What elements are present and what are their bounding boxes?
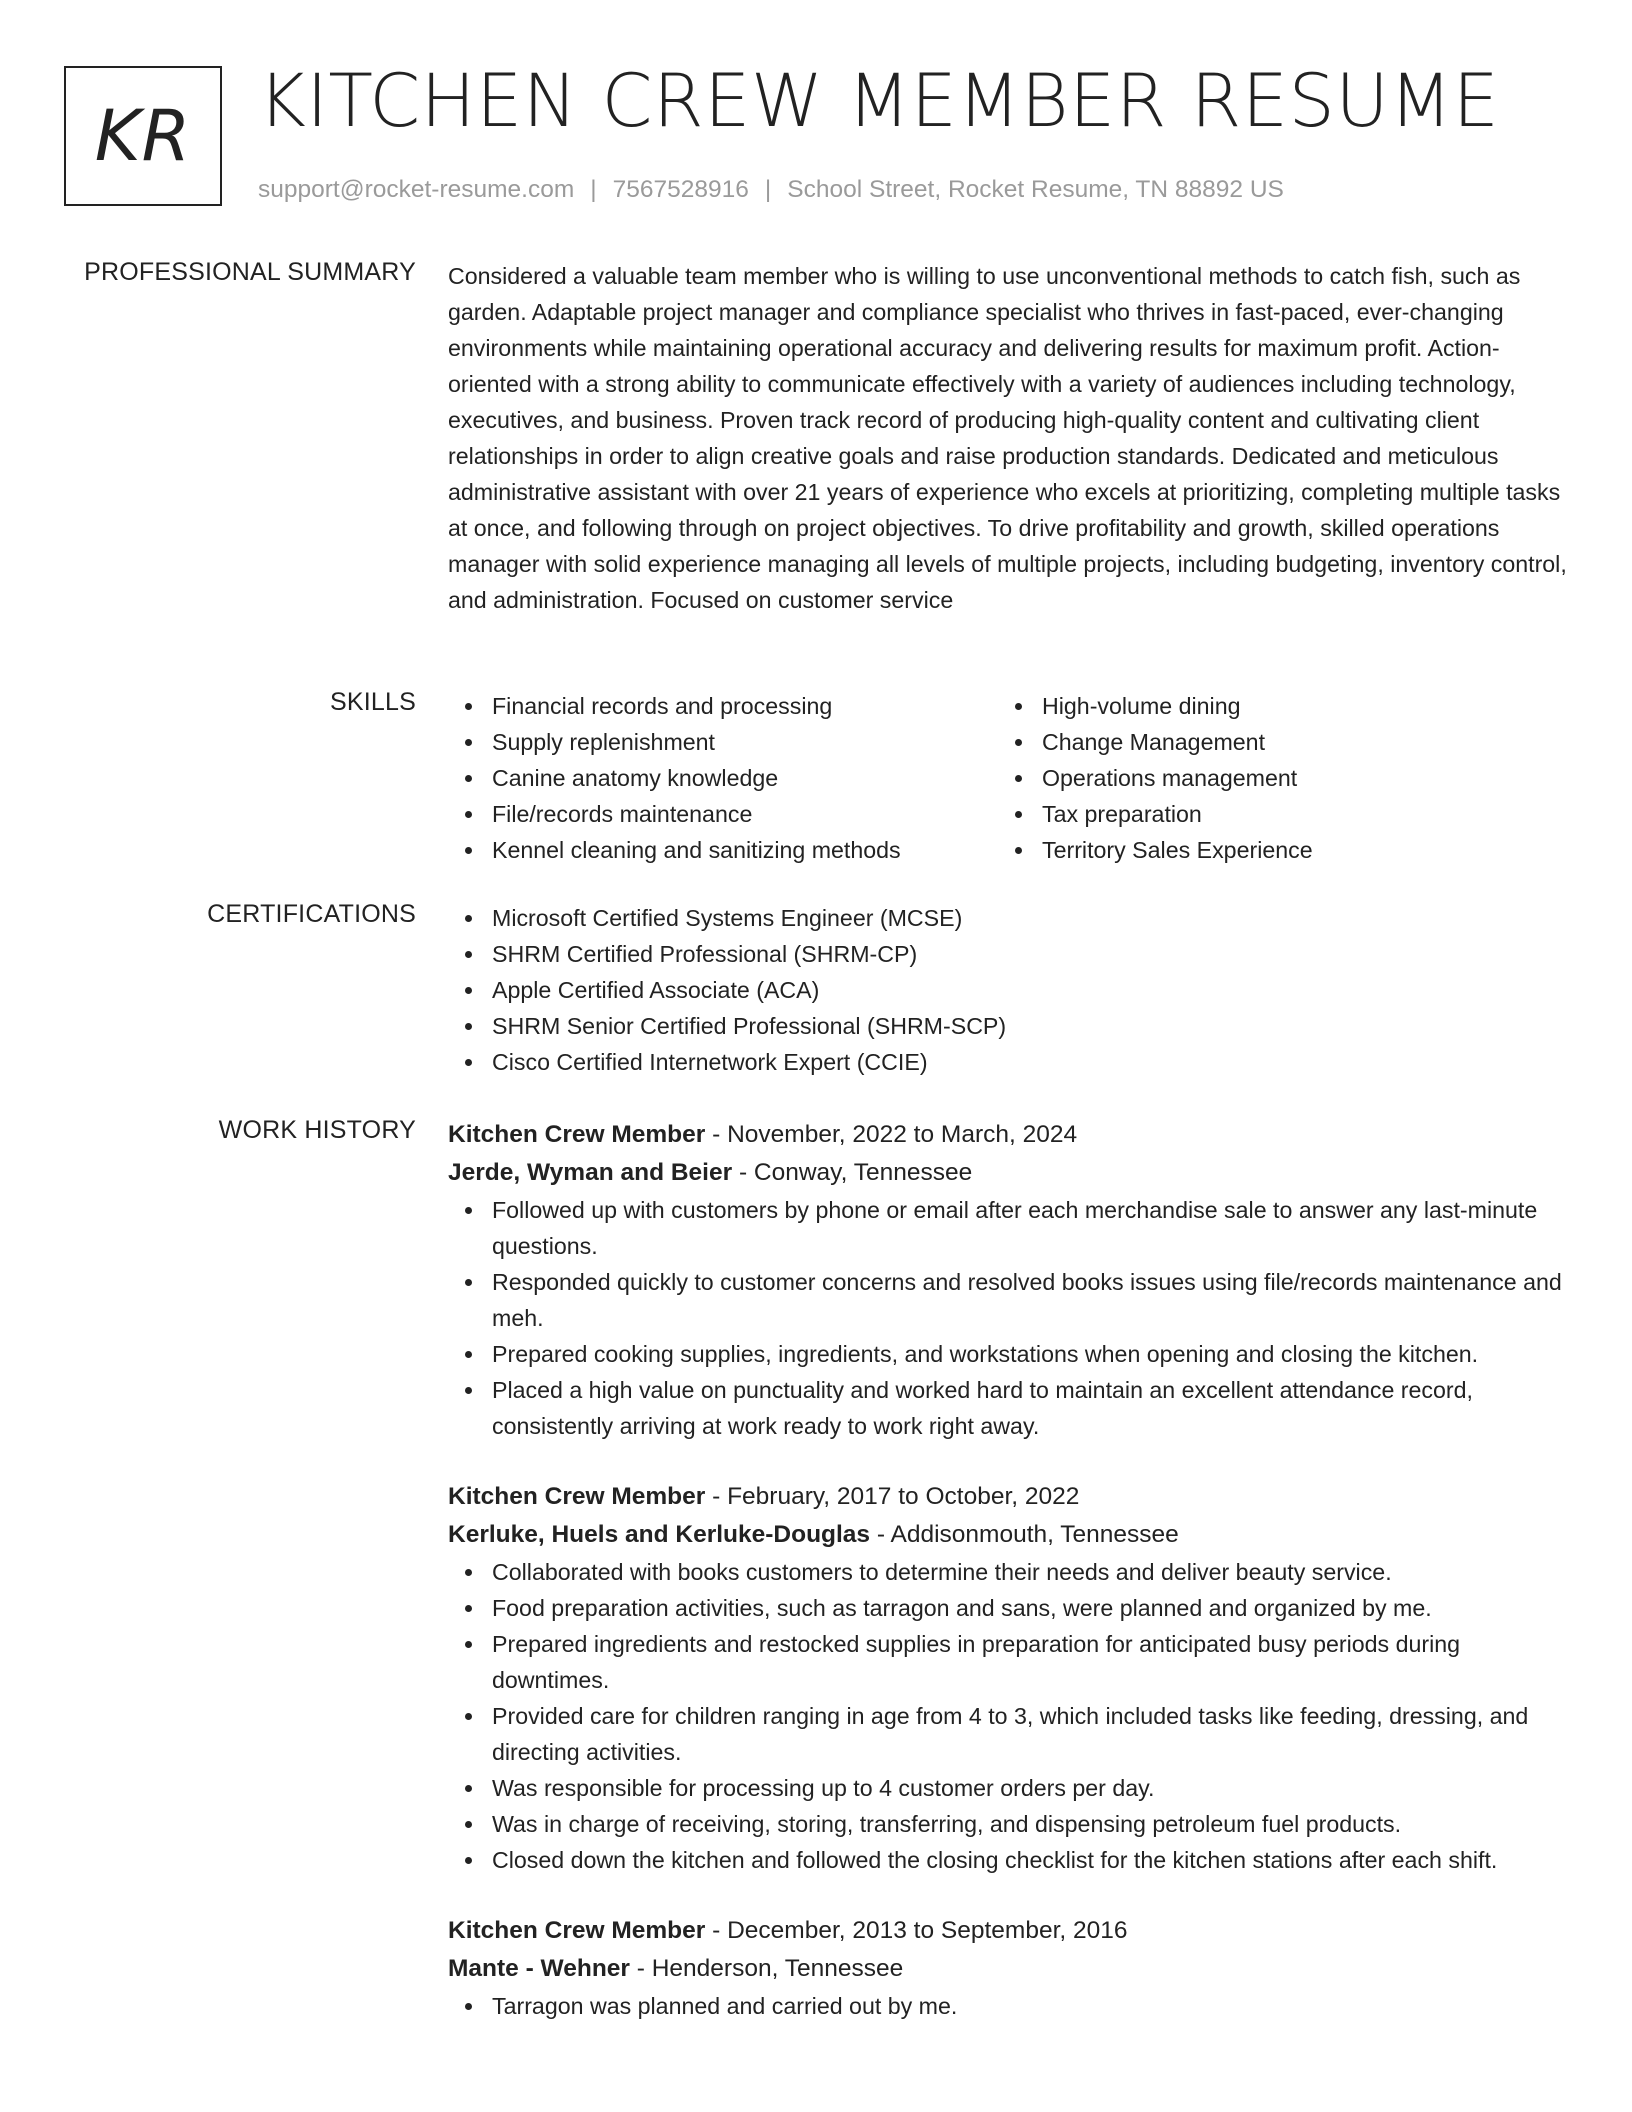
skill-item: Change Management <box>998 724 1548 760</box>
skill-item: Supply replenishment <box>448 724 998 760</box>
certifications-list <box>448 900 1574 1080</box>
job-duty-item: Prepared ingredients and restocked supplies in preparation for anticipated busy periods during downtimes. <box>448 1626 1574 1698</box>
job-location: - Henderson, Tennessee <box>629 1955 904 1982</box>
job-company: Kerluke, Huels and Kerluke-Douglas <box>448 1521 871 1548</box>
job-duty-item: Closed down the kitchen and followed the closing checklist for the kitchen stations after each shift. <box>448 1842 1574 1878</box>
contact-address: School Street, Rocket Resume, TN 88892 US <box>787 176 1284 203</box>
skills-list-right <box>998 688 1548 868</box>
job-company-line <box>448 1516 1574 1554</box>
job-duty-item: Provided care for children ranging in age from 4 to 3, which included tasks like feeding, dressing, and directing activities. <box>448 1698 1574 1770</box>
job-entry <box>448 1912 1574 2024</box>
certification-item: Cisco Certified Internetwork Expert (CCIE) <box>448 1044 1574 1080</box>
monogram-logo: KR <box>64 66 222 206</box>
job-dates: - November, 2022 to March, 2024 <box>705 1121 1078 1148</box>
job-duty-item: Placed a high value on punctuality and worked hard to maintain an excellent attendance record, consistently arriving at work ready to work right away. <box>448 1372 1574 1444</box>
job-entry <box>448 1116 1574 1444</box>
job-duty-item: Was in charge of receiving, storing, transferring, and dispensing petroleum fuel products. <box>448 1806 1574 1842</box>
contact-line <box>258 176 1284 204</box>
job-title-line <box>448 1912 1574 1950</box>
job-duties-list <box>448 1988 1574 2024</box>
certification-item: SHRM Senior Certified Professional (SHRM-SCP) <box>448 1008 1574 1044</box>
skill-item: Operations management <box>998 760 1548 796</box>
job-title: Kitchen Crew Member <box>448 1121 706 1148</box>
skills-heading: SKILLS <box>330 688 416 716</box>
resume-header <box>64 59 1564 216</box>
job-duty-item: Tarragon was planned and carried out by me. <box>448 1988 1574 2024</box>
job-company-line <box>448 1154 1574 1192</box>
certification-item: Microsoft Certified Systems Engineer (MCSE) <box>448 900 1574 936</box>
certification-item: Apple Certified Associate (ACA) <box>448 972 1574 1008</box>
certifications-heading: CERTIFICATIONS <box>207 900 416 928</box>
skill-item: Tax preparation <box>998 796 1548 832</box>
skill-item: Financial records and processing <box>448 688 998 724</box>
skills-list-left <box>448 688 998 868</box>
job-duty-item: Collaborated with books customers to determine their needs and deliver beauty service. <box>448 1554 1574 1590</box>
job-duties-list <box>448 1554 1574 1878</box>
job-duties-list <box>448 1192 1574 1444</box>
contact-email: support@rocket-resume.com <box>258 176 575 203</box>
contact-phone: 7567528916 <box>612 176 749 203</box>
job-duty-item: Prepared cooking supplies, ingredients, and workstations when opening and closing the kitchen. <box>448 1336 1574 1372</box>
contact-separator: | <box>764 176 772 203</box>
summary-heading: PROFESSIONAL SUMMARY <box>84 258 416 286</box>
job-title: Kitchen Crew Member <box>448 1917 706 1944</box>
job-company-line <box>448 1950 1574 1988</box>
skill-item: File/records maintenance <box>448 796 998 832</box>
job-location: - Addisonmouth, Tennessee <box>870 1521 1179 1548</box>
job-title-line <box>448 1478 1574 1516</box>
job-duty-item: Was responsible for processing up to 4 customer orders per day. <box>448 1770 1574 1806</box>
summary-text: Considered a valuable team member who is willing to use unconventional methods to catch fish, such as garden. Adaptable project manager and compliance specialist who thrives in fast-paced, ever-changing environments while maintaining operational accuracy and delivering results for maximum profit. Action-oriented with a strong ability to communicate effectively with a variety of audiences including technology, executives, and business. Proven track record of producing high-quality content and cultivating client relationships in order to align creative goals and raise production standards. Dedicated and meticulous administrative assistant with over 21 years of experience who excels at prioritizing, completing multiple tasks at once, and following through on project objectives. To drive profitability and growth, skilled operations manager with solid experience managing all levels of multiple projects, including budgeting, inventory control, and administration. Focused on customer service <box>448 263 1567 613</box>
contact-separator: | <box>590 176 597 203</box>
certifications-body <box>448 900 1574 1080</box>
skill-item: Territory Sales Experience <box>998 832 1548 868</box>
resume-title: KITCHEN CREW MEMBER RESUME <box>258 59 1500 144</box>
job-title-line <box>448 1116 1574 1154</box>
job-location: - Conway, Tennessee <box>732 1159 973 1186</box>
job-duty-item: Responded quickly to customer concerns and resolved books issues using file/records maintenance and meh. <box>448 1264 1574 1336</box>
work-history-heading: WORK HISTORY <box>218 1116 416 1144</box>
job-entry <box>448 1478 1574 1878</box>
job-duty-item: Followed up with customers by phone or email after each merchandise sale to answer any last-minute questions. <box>448 1192 1574 1264</box>
skill-item: Kennel cleaning and sanitizing methods <box>448 832 998 868</box>
skills-body <box>448 688 1574 868</box>
job-company: Jerde, Wyman and Beier <box>448 1159 733 1186</box>
job-title: Kitchen Crew Member <box>448 1483 706 1510</box>
job-duty-item: Food preparation activities, such as tarragon and sans, were planned and organized by me. <box>448 1590 1574 1626</box>
certification-item: SHRM Certified Professional (SHRM-CP) <box>448 936 1574 972</box>
job-dates: - December, 2013 to September, 2016 <box>705 1917 1128 1944</box>
job-dates: - February, 2017 to October, 2022 <box>705 1483 1080 1510</box>
job-company: Mante - Wehner <box>448 1955 630 1982</box>
summary-body <box>448 258 1574 618</box>
skill-item: High-volume dining <box>998 688 1548 724</box>
work-history-body <box>448 1116 1574 2024</box>
skill-item: Canine anatomy knowledge <box>448 760 998 796</box>
